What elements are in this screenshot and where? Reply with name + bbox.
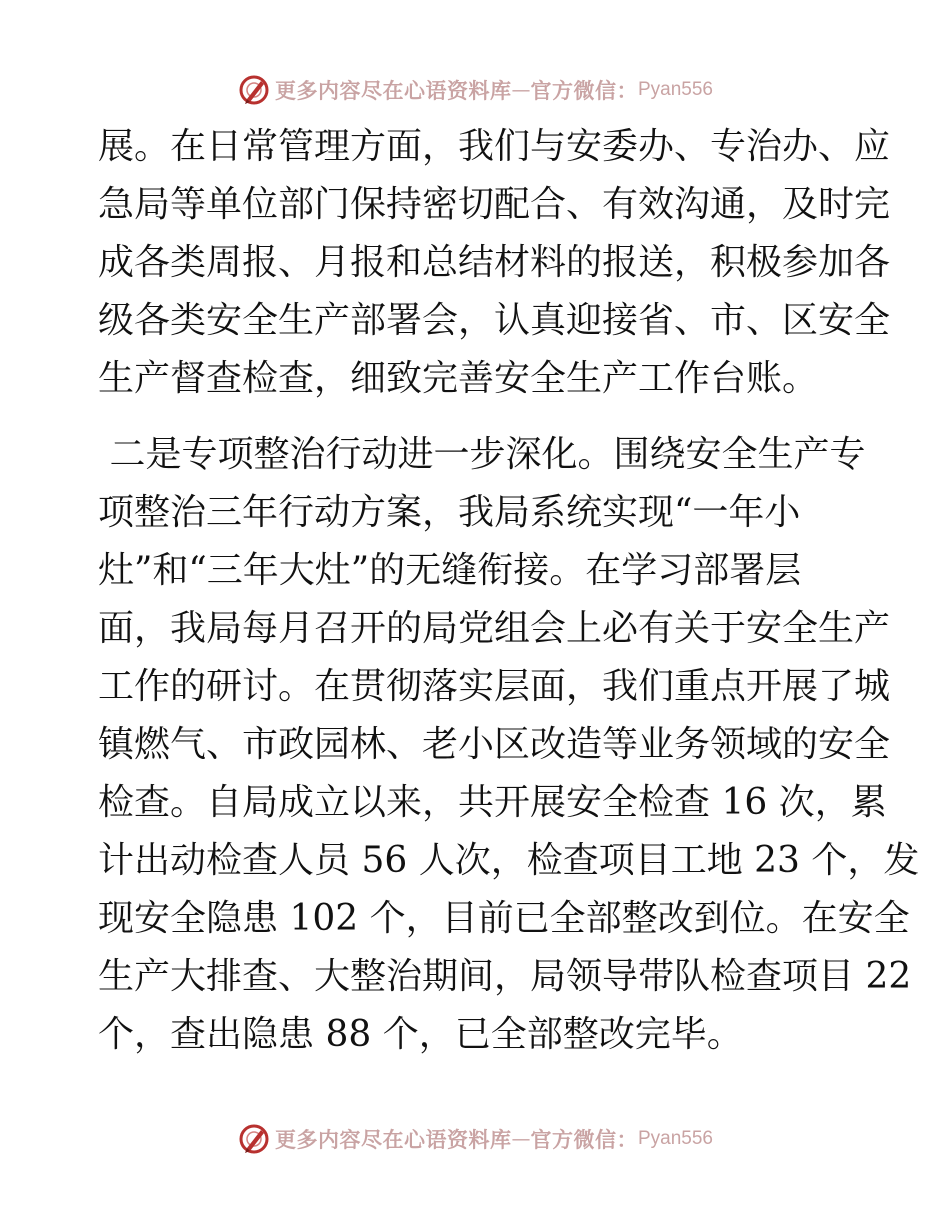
text-line: 个，查出隐患 88 个，已全部整改完毕。 (98, 1014, 743, 1055)
watermark-wechat-id: Pyan556 (637, 1128, 713, 1149)
text-line: 级各类安全生产部署会，认真迎接省、市、区安全 (98, 300, 891, 341)
text-line: 急局等单位部门保持密切配合、有效沟通，及时完 (98, 184, 891, 225)
watermark-dash: — (511, 1128, 531, 1150)
pen-nib-circle-logo-icon (237, 1122, 271, 1156)
text-line: 面，我局每月召开的局党组会上必有关于安全生产 (98, 608, 891, 649)
text-line: 项整治三年行动方案，我局系统实现“一年小 (98, 492, 801, 533)
header-watermark (0, 70, 950, 110)
body-paragraph-1 (98, 118, 891, 408)
body-paragraph-2 (98, 426, 920, 1064)
text-line: 二是专项整治行动进一步深化。围绕安全生产专 (98, 434, 866, 475)
text-line: 检查。自局成立以来，共开展安全检查 16 次，累 (98, 782, 887, 823)
text-line: 生产督查检查，细致完善安全生产工作台账。 (98, 358, 819, 399)
text-line: 镇燃气、市政园林、老小区改造等业务领域的安全 (98, 724, 891, 765)
text-line: 成各类周报、月报和总结材料的报送，积极参加各 (98, 242, 891, 283)
text-line: 现安全隐患 102 个，目前已全部整改到位。在安全 (98, 898, 910, 939)
watermark-site-text: 更多内容尽在心语资料库 (274, 1127, 512, 1152)
text-line: 生产大排查、大整治期间，局领导带队检查项目 22 (98, 956, 912, 997)
text-line: 展。在日常管理方面，我们与安委办、专治办、应 (98, 126, 891, 167)
pen-nib-circle-logo-icon (237, 73, 271, 107)
text-line: 计出动检查人员 56 人次，检查项目工地 23 个，发 (98, 840, 920, 881)
watermark-dash: — (511, 79, 531, 101)
watermark-site-text: 更多内容尽在心语资料库 (274, 78, 512, 103)
footer-watermark (0, 1119, 950, 1159)
watermark-wechat-id: Pyan556 (637, 79, 713, 100)
text-line: 工作的研讨。在贯彻落实层面，我们重点开展了城 (98, 666, 891, 707)
watermark-wechat-label: 官方微信： (530, 1127, 638, 1152)
watermark-wechat-label: 官方微信： (530, 78, 638, 103)
text-line: 灶”和“三年大灶”的无缝衔接。在学习部署层 (98, 550, 802, 591)
